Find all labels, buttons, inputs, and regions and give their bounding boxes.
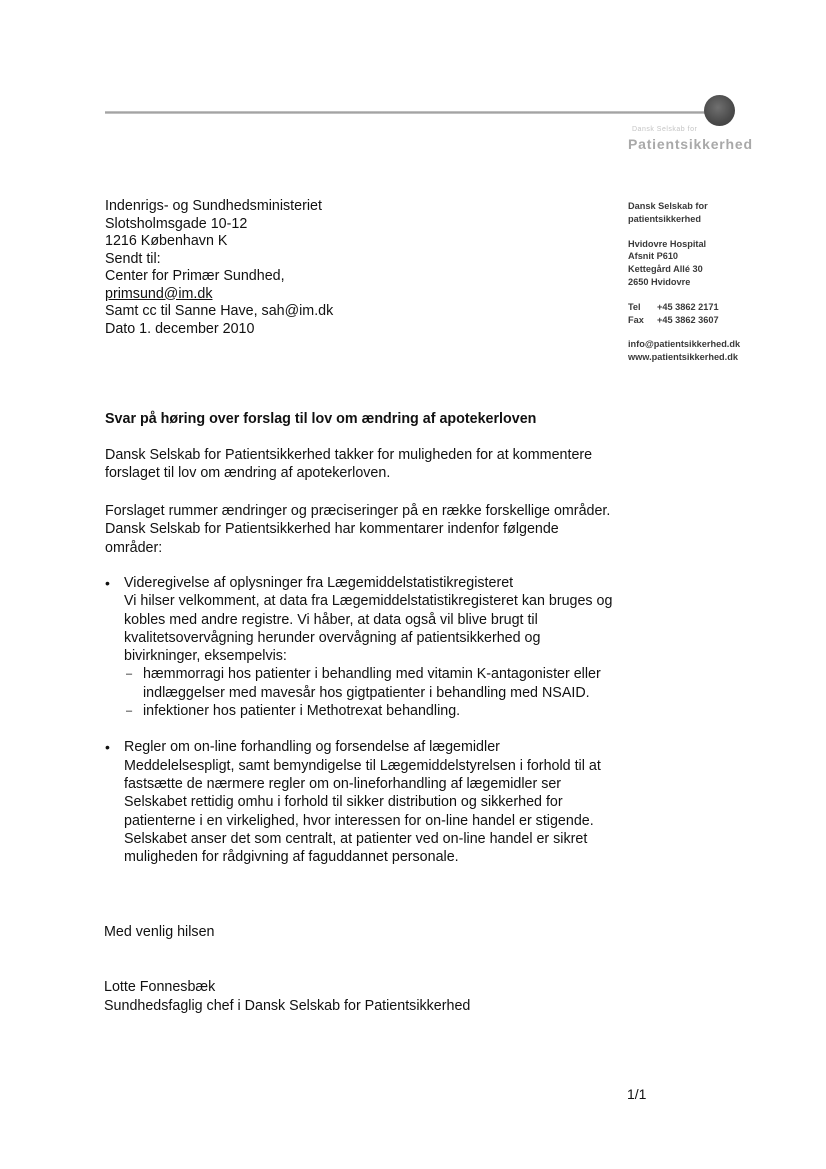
paragraph-1: Dansk Selskab for Patientsikkerhed takker for muligheden for at kommentere forslaget til lov om ændring af apotekerloven. bbox=[105, 447, 593, 482]
bullet-text: Meddelelsespligt, samt bemyndigelse til Lægemiddelstyrelsen i forhold til at fastsætte de nærmere regler om on-lineforhandling af lægemidler ser Selskabet rettidig omhu i forhold til sikker distribution og sikkerhed for patienterne i en virkelighed, hvor interessen for on-line handel er stigende. Selskabet anser det som centralt, at patienter ved on-line handel er sikret muligheden for rådgivning af faguddannet personale. bbox=[124, 757, 601, 866]
sender-email-link[interactable]: info@patientsikkerhed.dk bbox=[628, 339, 741, 350]
bullet-text: Vi hilser velkomment, at data fra Lægemiddelstatistikregisteret kan bruges og kobles med andre registre. Vi håber, at data også vil blive brugt til kvalitetsovervågning herunder overvågning af patientsikkerhed og bivirkninger, eksempelvis: bbox=[124, 593, 613, 665]
recipient-line: Indenrigs- og Sundhedsministeriet bbox=[105, 198, 322, 214]
sender-address-line: Afsnit P610 bbox=[628, 251, 679, 262]
closing-greeting: Med venlig hilsen bbox=[104, 924, 215, 940]
header-rule bbox=[105, 111, 713, 114]
recipient-line: Center for Primær Sundhed, bbox=[105, 268, 285, 284]
sub-list-item: – infektioner hos patienter i Methotrexat behandling. bbox=[124, 702, 615, 720]
recipient-line: 1216 København K bbox=[105, 233, 228, 249]
recipient-email-link[interactable]: primsund@im.dk bbox=[105, 285, 213, 302]
bullet-title: • Videregivelse af oplysninger fra Lægemiddelstatistikregisteret bbox=[124, 575, 514, 591]
bullet-list bbox=[105, 574, 615, 884]
recipient-cc: Samt cc til Sanne Have, sah@im.dk bbox=[105, 303, 334, 319]
sender-org-line: Dansk Selskab for bbox=[628, 201, 708, 211]
sub-list-item: – hæmmorragi hos patienter i behandling med vitamin K-antagonister eller indlæggelser med mavesår hos gigtpatienter i behandling med NSAID. bbox=[124, 665, 615, 702]
sender-address-line: Hvidovre Hospital bbox=[628, 238, 707, 249]
bullet-title: • Regler om on-line forhandling og forsendelse af lægemidler bbox=[124, 739, 500, 756]
sender-web-link[interactable]: www.patientsikkerhed.dk bbox=[628, 352, 738, 363]
tel-label: Tel bbox=[628, 301, 641, 312]
recipient-line: Slotsholmsgade 10-12 bbox=[105, 215, 248, 232]
page-number: 1/1 bbox=[627, 1086, 647, 1102]
sender-address-line: Kettegård Allé 30 bbox=[628, 264, 703, 275]
fax-value: +45 3862 3607 bbox=[657, 314, 719, 325]
sender-address-line: 2650 Hvidovre bbox=[628, 276, 691, 287]
letter-subject: Svar på høring over forslag til lov om ændring af apotekerloven bbox=[105, 411, 537, 427]
signature-block bbox=[104, 978, 470, 1015]
signer-name: Lotte Fonnesbæk bbox=[104, 979, 216, 995]
recipient-block bbox=[105, 198, 333, 338]
logo-org-name: Patientsikkerhed bbox=[628, 136, 753, 152]
letter-date: Dato 1. december 2010 bbox=[105, 320, 255, 337]
fax-label: Fax bbox=[628, 314, 644, 325]
recipient-line: Sendt til: bbox=[105, 250, 161, 267]
list-item bbox=[105, 574, 615, 720]
tel-value: +45 3862 2171 bbox=[657, 301, 719, 312]
logo-dot-icon bbox=[704, 95, 735, 126]
signer-title: Sundhedsfaglig chef i Dansk Selskab for Patientsikkerhed bbox=[104, 997, 471, 1014]
sender-block bbox=[628, 200, 740, 364]
paragraph-2: Forslaget rummer ændringer og præciseringer på en række forskellige områder. Dansk Selskab for Patientsikkerhed har kommentarer indenfor følgende områder: bbox=[105, 503, 611, 556]
sender-tel-row bbox=[628, 301, 740, 314]
logo-org-small: Dansk Selskab for bbox=[632, 126, 698, 133]
sender-org-line: patientsikkerhed bbox=[628, 213, 702, 224]
sender-fax-row bbox=[628, 314, 740, 327]
list-item bbox=[105, 738, 615, 866]
